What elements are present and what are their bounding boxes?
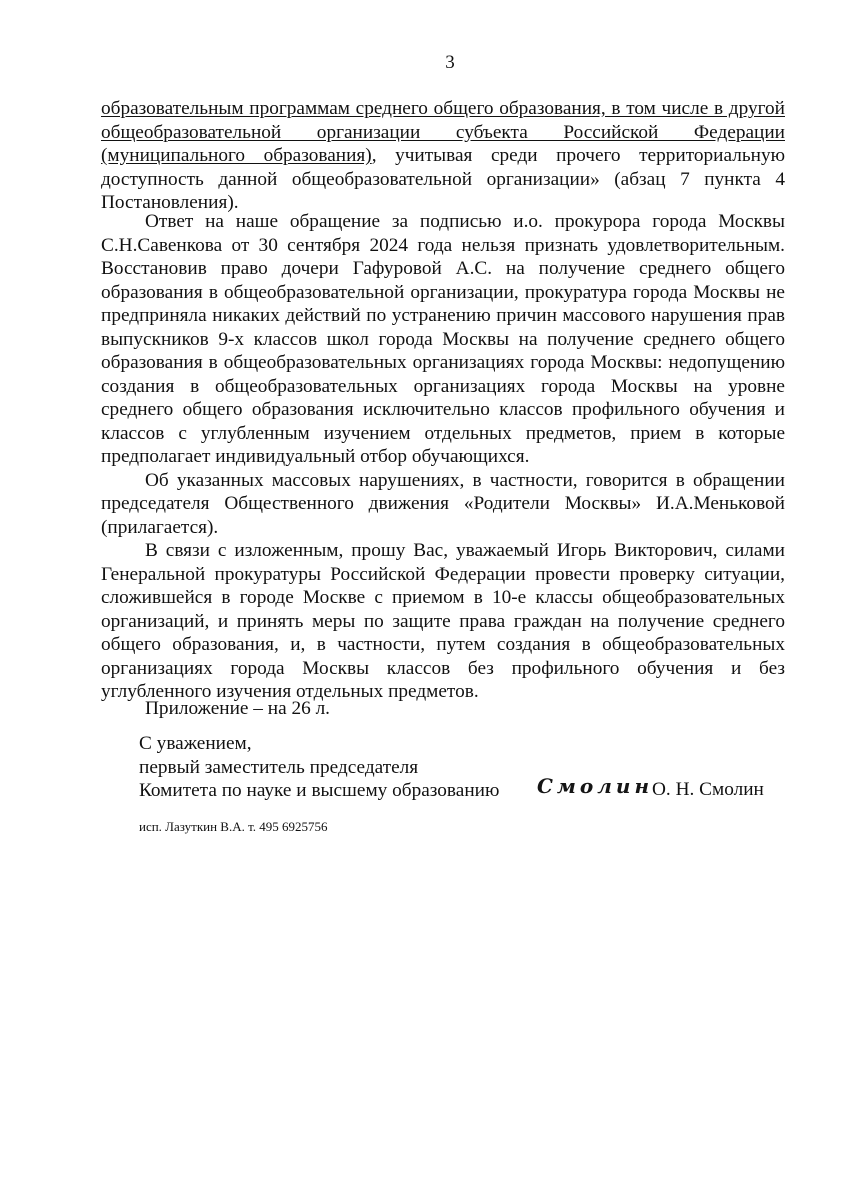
intro-paragraph (101, 97, 785, 215)
handwritten-signature: Смолин (537, 774, 654, 798)
closing-line: С уважением, (139, 733, 252, 754)
position-line-2: Комитета по науке и высшему образованию (139, 780, 500, 801)
underlined-quote: образовательным программам среднего общего образования, в том числе в другой общеобразовательной организации субъекта Российской Федерации (муниципального образования) (101, 98, 785, 166)
position-line-1: первый заместитель председателя (139, 756, 419, 778)
executor-line: исп. Лазуткин В.А. т. 495 6925756 (139, 819, 328, 834)
body-paragraph-request: В связи с изложенным, прошу Вас, уважаемый Игорь Викторович, силами Генеральной прокуратуры Российской Федерации провести проверку ситуации, сложившейся в городе Москве с приемом в 10-е классы общеобразовательных организаций, и принять меры по защите права граждан на получение среднего общего образования, и, в частности, путем создания в общеобразовательных организациях города Москвы классов без профильного обучения и без углубленного изучения отдельных предметов. (101, 540, 785, 702)
attachment-note: Приложение – на 26 л. (145, 698, 331, 719)
intro-continuation: , учитывая среди прочего территориальную доступность данной общеобразовательной организации» (абзац 7 пункта 4 Постановления). (101, 145, 785, 213)
body-paragraph-response: Ответ на наше обращение за подписью и.о. прокурора города Москвы С.Н.Савенкова от 30 сентября 2024 года нельзя признать удовлетворительным. Восстановив право дочери Гафуровой А.С. на получение среднего общего образования в общеобразовательной организации, прокуратура города Москвы не предприняла никаких действий по устранению причин массового нарушения прав выпускников 9-х классов школ города Москвы на получение среднего общего образования в общеобразовательных организациях города Москвы: недопущению создания в общеобразовательных организациях города Москвы на уровне среднего общего образования исключительно классов профильного обучения и классов с углубленным изучением отдельных предметов, прием в которые предполагает индивидуальный отбор обучающихся. (101, 211, 785, 467)
signature-block (139, 732, 499, 803)
body-paragraph-violations: Об указанных массовых нарушениях, в частности, говорится в обращении председателя Общественного движения «Родители Москвы» И.А.Меньковой (прилагается). (101, 469, 785, 538)
signer-name: О. Н. Смолин (652, 779, 764, 800)
page-number: 3 (445, 52, 455, 73)
letter-body (101, 210, 785, 704)
